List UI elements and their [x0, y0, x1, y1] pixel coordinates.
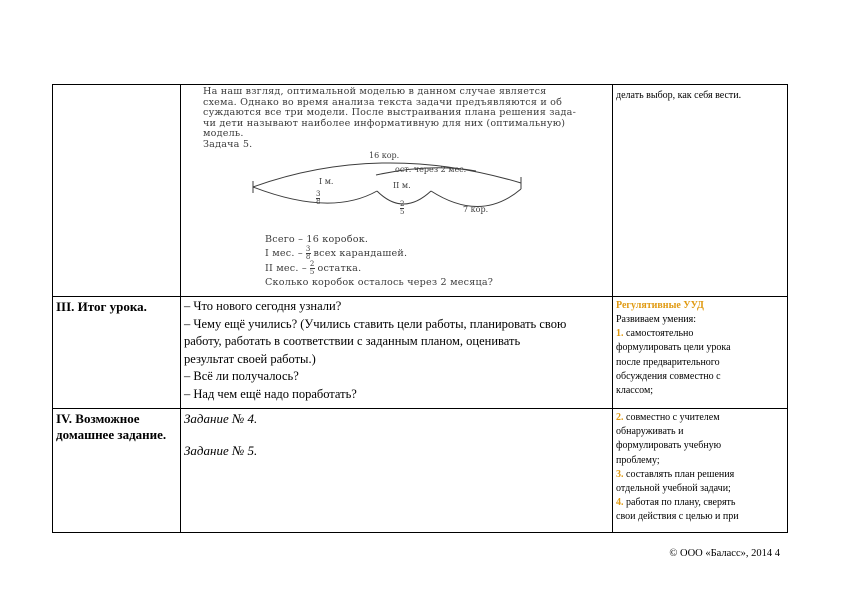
uud-title: Регулятивные УУД [616, 300, 704, 311]
excerpt-line: На наш взгляд, оптимальной моделью в данном случае является [203, 86, 547, 97]
remain-label: 7 кор. [463, 205, 489, 214]
uud-item-line: классом; [616, 385, 654, 397]
question-line: – Что нового сегодня узнали? [184, 299, 342, 313]
uud-cell [613, 297, 788, 409]
uud-item-line: после предварительного [616, 356, 720, 368]
condition-line: Всего – 16 коробок. [265, 234, 369, 245]
stage-cell-empty [53, 85, 181, 297]
scanned-textbook-excerpt [181, 85, 612, 296]
question-line: – Над чем ещё надо поработать? [184, 386, 357, 401]
question-line: результат своей работы.) [184, 351, 316, 366]
total-arc [253, 163, 521, 187]
uud-item-line: свои действия с целью и при [616, 511, 739, 523]
uud-item: 4. работая по плану, сверять [616, 497, 736, 509]
excerpt-line: схема. Однако во время анализа текста задачи предъявляются и об [203, 96, 563, 108]
month2-fraction: $\frac{2}{5}$ [400, 200, 405, 216]
table-row [53, 297, 788, 409]
uud-item: 1. самостоятельно [616, 328, 694, 340]
uud-item: 2. совместно с учителем [616, 412, 720, 423]
uud-intro: Развиваем умения: [616, 314, 697, 325]
month1-fraction: $\frac{3}{8}$ [316, 190, 321, 206]
stage-title: IV. Возможное домашнее задание. [56, 411, 167, 442]
scanned-excerpt-cell [181, 85, 613, 297]
uud-item-line: обнаруживать и [616, 426, 684, 438]
lesson-table [52, 84, 788, 533]
uud-continuation: делать выбор, как себя вести. [616, 90, 742, 101]
uud-cell [613, 409, 788, 533]
remain-arc [431, 189, 521, 207]
table-row [53, 409, 788, 533]
stage-cell [53, 297, 181, 409]
uud-item: 3. составлять план решения [616, 468, 735, 480]
question-line: работу, работать в соответствии с заданным планом, оценивать [184, 334, 521, 348]
stage-cell [53, 409, 181, 533]
content-cell [181, 409, 613, 533]
uud-item-line: формулировать учебную [616, 440, 722, 452]
month2-label: II м. [393, 181, 411, 190]
homework-task: Задание № 5. [184, 443, 258, 458]
page-footer: © ООО «Баласс», 2014 4 [669, 548, 780, 559]
uud-item-line: проблему; [616, 454, 660, 466]
uud-list [616, 409, 784, 525]
condition-line: II мес. – $\frac{2}{5}$ остатка. [265, 260, 362, 276]
question-line: – Всё ли получалось? [184, 369, 299, 383]
uud-cell [613, 85, 788, 297]
excerpt-line: Задача 5. [203, 138, 253, 150]
uud-item-line: обсуждения совместно с [616, 370, 721, 382]
content-cell [181, 297, 613, 409]
excerpt-line: суждаются все три модели. После выстраивания плана решения зада- [203, 107, 577, 119]
short-condition [265, 233, 585, 289]
question-line: – Чему ещё учились? (Учились ставить цели работы, планировать свою [184, 316, 567, 331]
condition-line: I мес. – $\frac{3}{8}$ всех карандашей. [265, 245, 408, 261]
excerpt-line: чи дети называют наиболее информативную для них (оптимальную) [203, 117, 566, 129]
uud-item-line: отдельной учебной задачи; [616, 483, 731, 495]
rest-label: ост. через 2 мес. [395, 165, 467, 174]
total-label: 16 кор. [369, 151, 400, 160]
month1-label: I м. [319, 177, 334, 186]
excerpt-line: модель. [203, 128, 244, 140]
condition-line: Сколько коробок осталось через 2 месяца? [265, 277, 494, 288]
stage-title: III. Итог урока. [56, 299, 147, 314]
table-row [53, 85, 788, 297]
uud-item-line: формулировать цели урока [616, 342, 731, 354]
homework-task: Задание № 4. [184, 411, 258, 426]
